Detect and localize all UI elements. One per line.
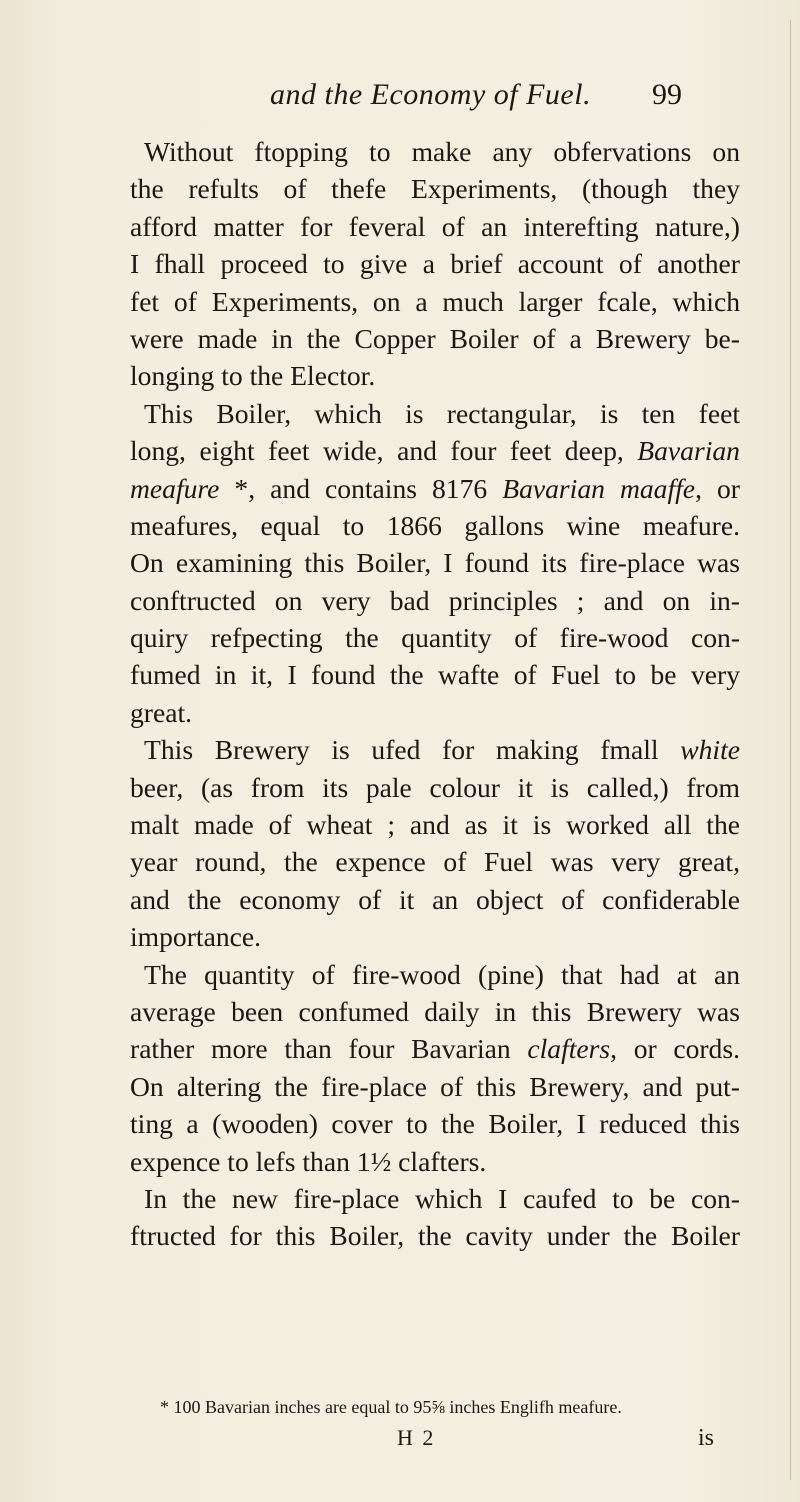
text-line: conftructed on very bad principles ; and on in- [130,584,740,616]
italic-run: Bavarian [502,472,605,504]
text-run: long, eight feet wide, and four feet deep, [130,435,624,467]
text-line-mixed [130,731,740,768]
text-line: malt made of wheat ; and as it is worked all the [130,809,740,841]
body-text [130,133,740,1255]
text-line: longing to the Elector. [130,360,376,392]
text-run: rather more than four Bavarian [130,1033,511,1065]
text-line: fumed in it, I found the wafte of Fuel to be very [130,659,740,691]
text-line: were made in the Copper Boiler of a Brewery be- [130,322,740,354]
text-line: fet of Experiments, on a much larger fcale, which [130,285,740,317]
text-line: afford matter for feveral of an interefting nature,) [130,210,740,242]
footnote: * 100 Bavarian inches are equal to 95⅝ inches Englifh meafure. [160,1397,622,1417]
italic-run: meafure [130,472,220,504]
italic-run: Bavarian [637,435,740,467]
italic-run: white [680,734,740,766]
text-line: This Boiler, which is rectangular, is ten feet [144,397,740,429]
text-line: Without ftopping to make any obfervations on [144,136,740,167]
text-line: The quantity of fire-wood (pine) that had at an [144,958,740,990]
text-line-mixed [130,1030,740,1067]
text-line: meafures, equal to 1866 gallons wine meafure. [130,509,740,541]
text-line: quiry refpecting the quantity of fire-wood con- [130,622,740,654]
text-line: On altering the fire-place of this Brewery, and put- [130,1070,740,1102]
signature-mark: H 2 [397,1425,436,1450]
italic-run: maaffe [619,472,696,504]
text-line: expence to lefs than 1½ clafters. [130,1145,487,1177]
text-line: On examining this Boiler, I found its fire-place was [130,547,740,579]
text-line: average been confumed daily in this Brewery was [130,995,740,1027]
italic-run: clafters [527,1033,611,1065]
text-line-mixed [130,432,740,469]
text-line: beer, (as from its pale colour it is called,) from [130,771,740,803]
page-number: 99 [652,78,682,111]
text-line: importance. [130,921,262,953]
page-footer [0,1425,800,1455]
page-edge [790,20,791,1480]
text-line-mixed [130,470,740,507]
text-line: ting a (wooden) cover to the Boiler, I reduced this [130,1108,740,1140]
text-line: and the economy of it an object of confiderable [130,883,740,915]
text-line: year round, the expence of Fuel was very great, [130,846,740,878]
text-run: , or cords. [610,1033,740,1065]
page-header [0,70,800,120]
text-run: , or [695,472,740,504]
catchword: is [698,1425,715,1451]
running-title: and the Economy of Fuel. [270,78,592,111]
text-run: This Brewery is ufed for making fmall [144,734,659,766]
text-line: ftructed for this Boiler, the cavity under the Boiler [130,1220,740,1252]
text-line: In the new fire-place which I caufed to be con- [144,1182,740,1214]
text-run: *, and contains 8176 [219,472,503,504]
text-line: I fhall proceed to give a brief account of another [130,248,740,280]
text-line: great. [130,696,193,728]
text-line: the refults of thefe Experiments, (though they [130,173,740,205]
